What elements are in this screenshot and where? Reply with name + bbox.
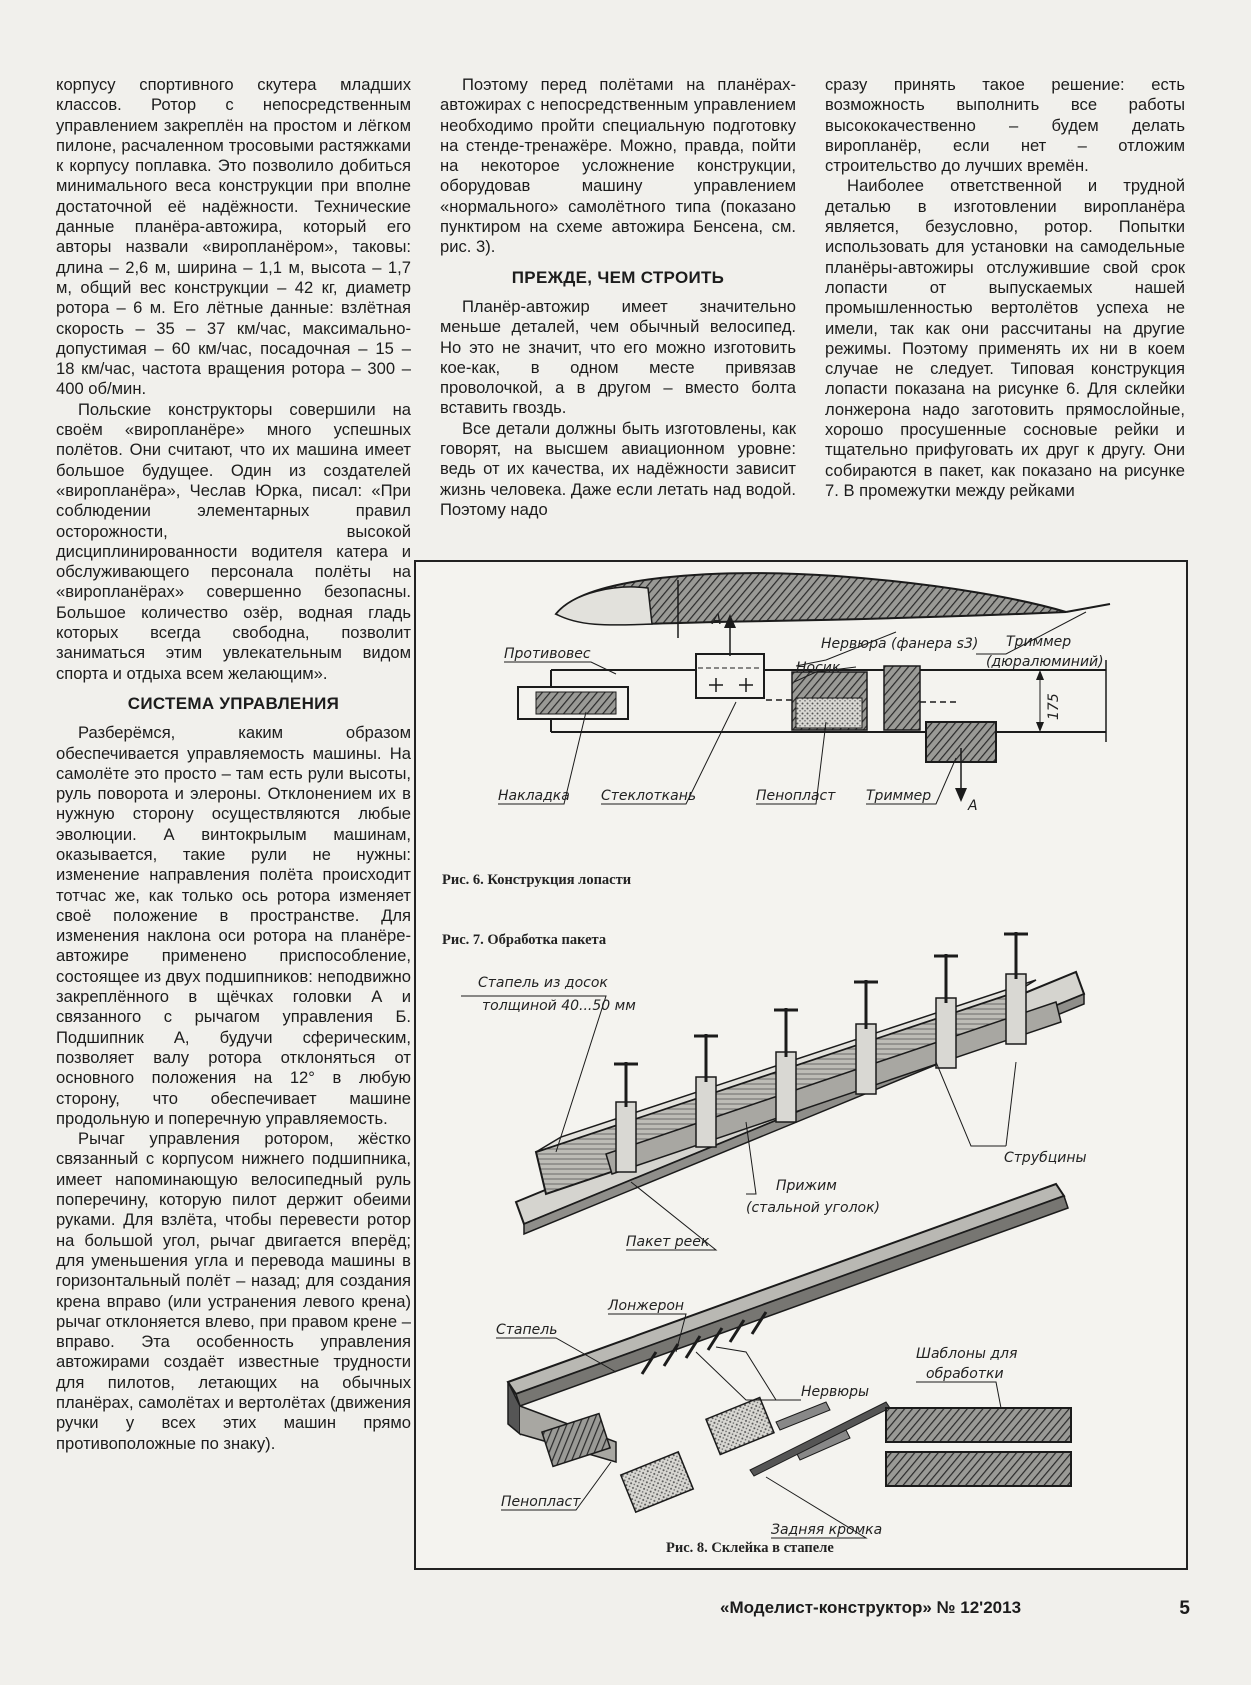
- section-heading: ПРЕЖДЕ, ЧЕМ СТРОИТЬ: [511, 267, 725, 287]
- fig7-pack-diagram: [442, 932, 1087, 1250]
- paragraph: Рычаг управления ротором, жёстко связанный с корпусом нижнего подшипника, имеет напоминающую велосипедный руль поперечину, которую пилот держит обеими руками. Для взлёта, чтобы перевести ротор на большой угол, рычаг двигается вперёд; для уменьшения угла и перевода машины в горизонтальный полёт – назад; для создания крена вправо (или устранения левого крена) рычаг отклоняется влево, при правом крене – вправо. Эта особенность управления автожирами создаёт известные трудности для пилотов, летающих на обычных планёрах, самолётах и вертолётах (движения ручки у всех этих машин прямо противоположные по знаку).: [56, 1129, 411, 1453]
- clamp-4: [854, 980, 878, 1094]
- pack-label: Пакет реек: [626, 1234, 710, 1250]
- paragraph: корпусу спортивного скутера младших классов. Ротор с непосредственным управлением закреплён на простом и лёгком пилоне, расчаленном тросовыми растяжками к корпусу поплавка. Это позволило добиться минимального веса конструкции при вполне достаточной её надёжности. Технические данные планёра-автожира, который его авторы назвали «виропланёром», таковы: длина – 2,6 м, ширина – 1,1 м, высота – 1,7 м, общий вес конструкции – 42 кг, диаметр ротора – 6 м. Его лётные данные: взлётная скорость – 35 – 37 км/час, максимально-допустимая – 60 км/час, посадочная – 15 – 18 км/час, частота вращения ротора – 300 – 400 об/мин.: [56, 75, 411, 399]
- slipway-label-line1: Стапель из досок: [478, 975, 608, 991]
- press-label-line2: (стальной уголок): [746, 1200, 880, 1216]
- text-column-3: [825, 75, 1185, 501]
- section-mark-bottom: А: [968, 798, 978, 814]
- paragraph: Все детали должны быть изготовлены, как говорят, на высшем авиационном уровне: ведь от их качества, их надёжности зависит жизнь человека. Даже если летать над водой. Поэтому надо: [440, 418, 796, 519]
- foam-block-3: [706, 1398, 774, 1455]
- section-mark-top: А: [712, 612, 722, 628]
- paragraph: Планёр-автожир имеет значительно меньше деталей, чем обычный велосипед. Но это не значит, что его можно изготовить кое-как, в одном месте привязав проволочкой, а в другом – вместо болта вставить гвоздь.: [440, 296, 796, 418]
- trimmer-material-label: (дюралюминий): [986, 654, 1104, 670]
- clamp-1: [614, 1062, 638, 1172]
- fig6-blade-diagram: [442, 573, 1110, 888]
- trimmer-top-label: Триммер: [1006, 634, 1072, 650]
- foam-label: Пенопласт: [756, 788, 836, 804]
- template-1: [886, 1408, 1071, 1442]
- template-2: [886, 1452, 1071, 1486]
- templates-label-line1: Шаблоны для: [916, 1346, 1018, 1362]
- airfoil-nose: [556, 587, 652, 625]
- clamps-label: Струбцины: [1004, 1150, 1087, 1166]
- paragraph: Польские конструкторы совершили на своём «виропланёре» много успешных полётов. Они считают, что их машина имеет большое будущее. Один из создателей «виропланёра», Чеслав Юрка, писал: «При соблюдении элементарных правил осторожности, высокой дисциплинированности водителя катера и обслуживающего персонала полёты на «виропланёрах» совершенно безопасны. Большое количество озёр, водная гладь которых всегда свободна, позволит заниматься этим увлекательным видом спорта и отдыха всем желающим».: [56, 399, 411, 683]
- foam-block-2: [621, 1452, 693, 1512]
- text-column-2: [440, 75, 796, 520]
- foam-label-fig8: Пенопласт: [501, 1494, 581, 1510]
- spar-label: Лонжерон: [608, 1298, 685, 1314]
- clamp-2: [694, 1034, 718, 1147]
- paragraph: Разберёмся, каким образом обеспечивается управляемость машины. На самолёте это просто – там есть рули высоты, руль поворота и элероны. Отклонением их в нужную сторону осуществляются любые эволюции. А винтокрылым машинам, оказывается, такие рули не нужны: изменение направления полёта происходит тотчас же, как только ось ротора изменяет своё положение в пространстве. Для изменения наклона оси ротора на планёре-автожире применено приспособление, состоящее из двух подшипников: неподвижно закреплённого в щёчках головки А и связанного с рычагом управления Б. Подшипник А, будучи сферическим, позволяет валу ротора отклоняться от основного положения на 12° в любую сторону, что обеспечивает машине продольную и поперечную управляемость.: [56, 723, 411, 1128]
- trimmer-bottom-label: Триммер: [866, 788, 932, 804]
- page-number: 5: [1179, 1598, 1190, 1619]
- slipway-label-line2: толщиной 40...50 мм: [482, 998, 636, 1014]
- paragraph: Поэтому перед полётами на планёрах-автожирах с непосредственным управлением необходимо пройти специальную подготовку на стенде-тренажёре. Можно, правда, пойти на некоторое усложнение конструкции, оборудовав машину управлением «нормального» самолётного типа (показано пунктиром на схеме автожира Бенсена, см. рис. 3).: [440, 75, 796, 257]
- glassfiber-label: Стеклоткань: [601, 788, 697, 804]
- figures-drawing: [416, 562, 1186, 1568]
- overlay-label: Накладка: [498, 788, 570, 804]
- templates-label-line2: обработки: [926, 1366, 1004, 1382]
- rib-section: [884, 666, 920, 730]
- steel-angle-press: [606, 1002, 1061, 1174]
- trailing-edge-label: Задняя кромка: [771, 1522, 883, 1538]
- text-column-1: [56, 75, 411, 1454]
- clamp-5: [934, 954, 958, 1068]
- fig6-caption: Рис. 6. Конструкция лопасти: [442, 872, 632, 888]
- fig8-gluing-diagram: [496, 1184, 1071, 1556]
- fig8-caption: Рис. 8. Склейка в стапеле: [666, 1540, 834, 1556]
- slipway-label: Стапель: [496, 1322, 558, 1338]
- dimension-label: 175: [1046, 693, 1062, 720]
- fig7-caption: Рис. 7. Обработка пакета: [442, 932, 607, 948]
- press-label-line1: Прижим: [776, 1178, 837, 1194]
- nose-label: Носик: [796, 660, 841, 676]
- paragraph: сразу принять такое решение: есть возможность выполнить все работы высококачественно – будем делать виропланёр, если нет – отложим строительство до лучших времён.: [825, 75, 1185, 176]
- counterweight-block: [696, 654, 764, 698]
- counterweight-label: Противовес: [504, 646, 591, 662]
- paragraph: Наиболее ответственной и трудной деталью в изготовлении виропланёра является, безусловно, ротор. Попытки использовать для установки на самодельные планёры-автожиры отслужившие свой срок лопасти от выпускаемых нашей промышленностью вертолётов успеха не имели, так как они рассчитаны на другие режимы. Поэтому применять их ни в коем случае не следует. Типовая конструкция лопасти показана на рисунке 6. Для склейки лонжерона надо заготовить прямослойные, хорошо просушенные сосновые рейки и тщательно прифуговать их друг к другу. Они собираются в пакет, как показано на рисунке 7. В промежутки между рейками: [825, 176, 1185, 500]
- clamp-3: [774, 1008, 798, 1122]
- magazine-title: «Моделист-конструктор» № 12'2013: [720, 1598, 1022, 1617]
- figures-panel: [414, 560, 1188, 1570]
- rib-label: Нервюра (фанера s3): [821, 636, 979, 652]
- clamp-6: [1004, 932, 1028, 1044]
- section-heading: СИСТЕМА УПРАВЛЕНИЯ: [127, 693, 340, 713]
- ribs-label: Нервюры: [801, 1384, 870, 1400]
